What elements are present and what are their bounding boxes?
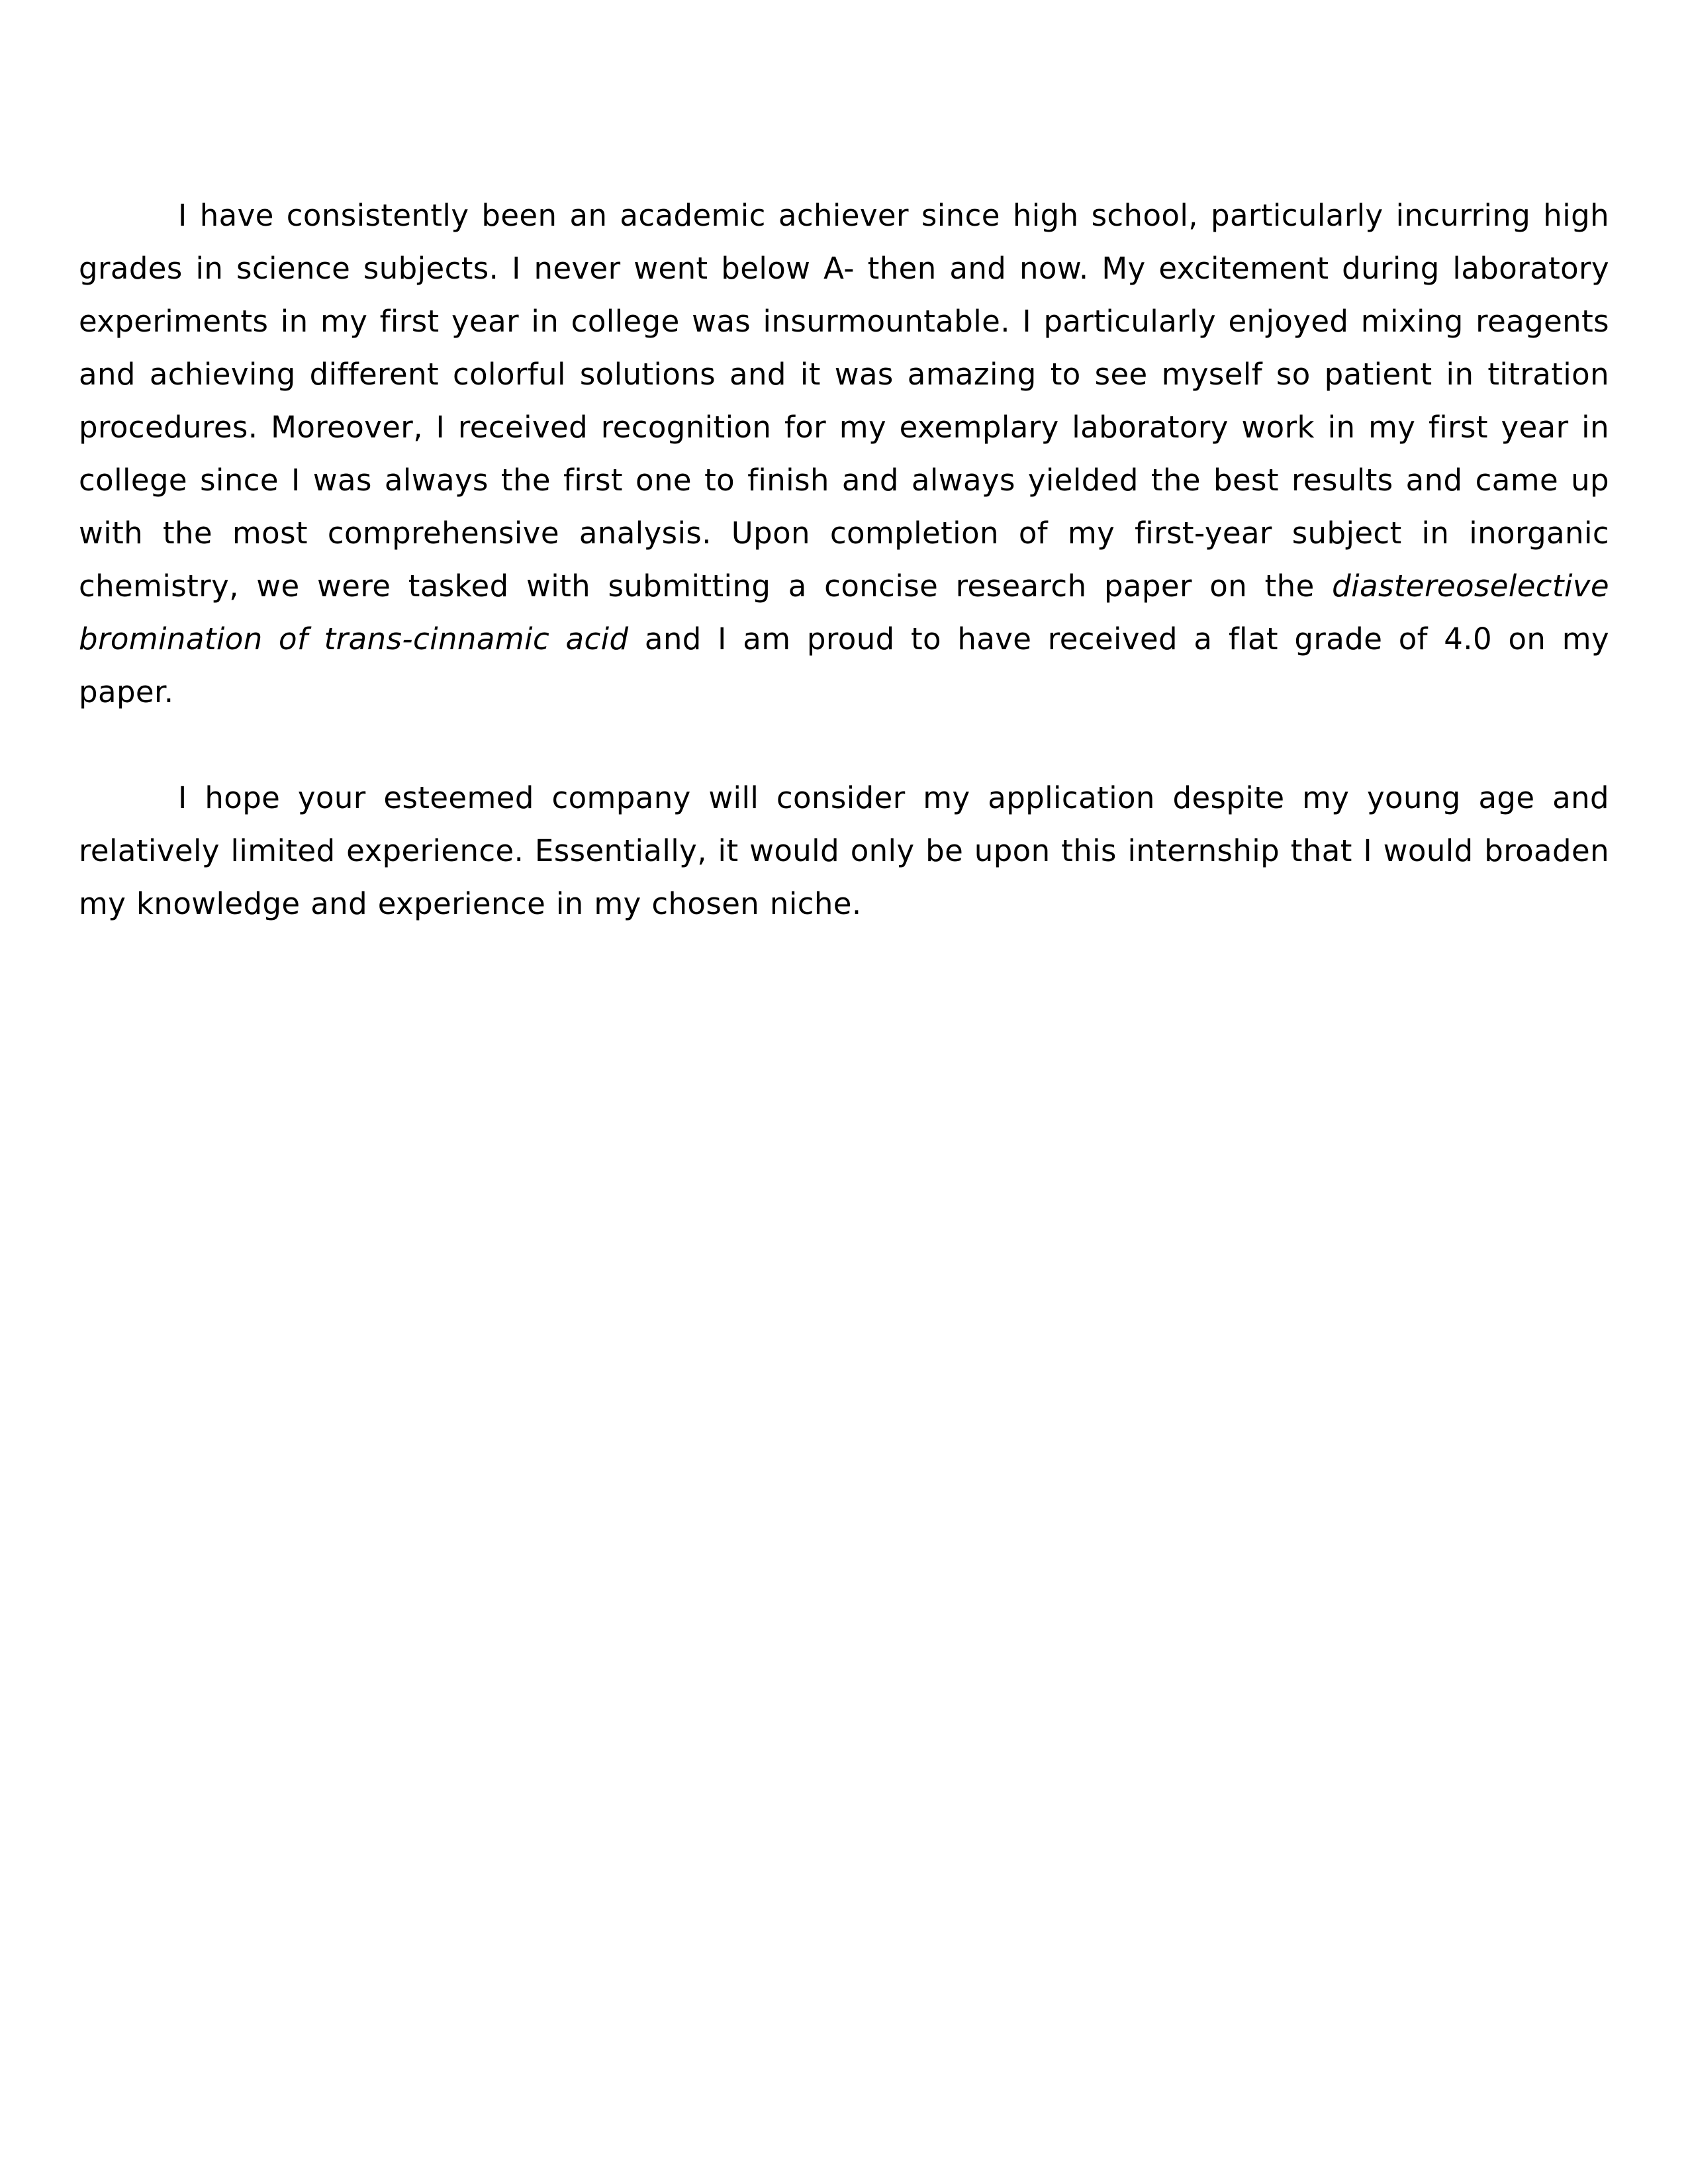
paragraph-2-text: I hope your esteemed company will consider my application despite my young age and relatively limited experience. Essentially, it would only be upon this internship that I would broaden my knowledge and experience in my chosen niche. <box>79 780 1609 921</box>
paragraph-1-text: I have consistently been an academic achiever since high school, particularly incurring high grades in science subjects. I never went below A- then and now. My excitement during laboratory experiments in my first year in college was insurmountable. I particularly enjoyed mixing reagents and achieving different colorful solutions and it was amazing to see myself so patient in titration procedures. Moreover, I received recognition for my exemplary laboratory work in my first year in college since I was always the first one to finish and always yielded the best results and came up with the most comprehensive analysis. Upon completion of my first-year subject in inorganic chemistry, we were tasked with submitting a concise research paper on the <box>79 198 1609 604</box>
paragraph-application-request <box>79 772 1609 931</box>
paragraph-academic-achievement <box>79 189 1609 719</box>
paper-title-italic: diastereoselective bromination of trans-cinnamic acid <box>79 569 1609 657</box>
paragraph-1-text-end: and I am proud to have received a flat grade of 4.0 on my paper. <box>79 621 1609 709</box>
